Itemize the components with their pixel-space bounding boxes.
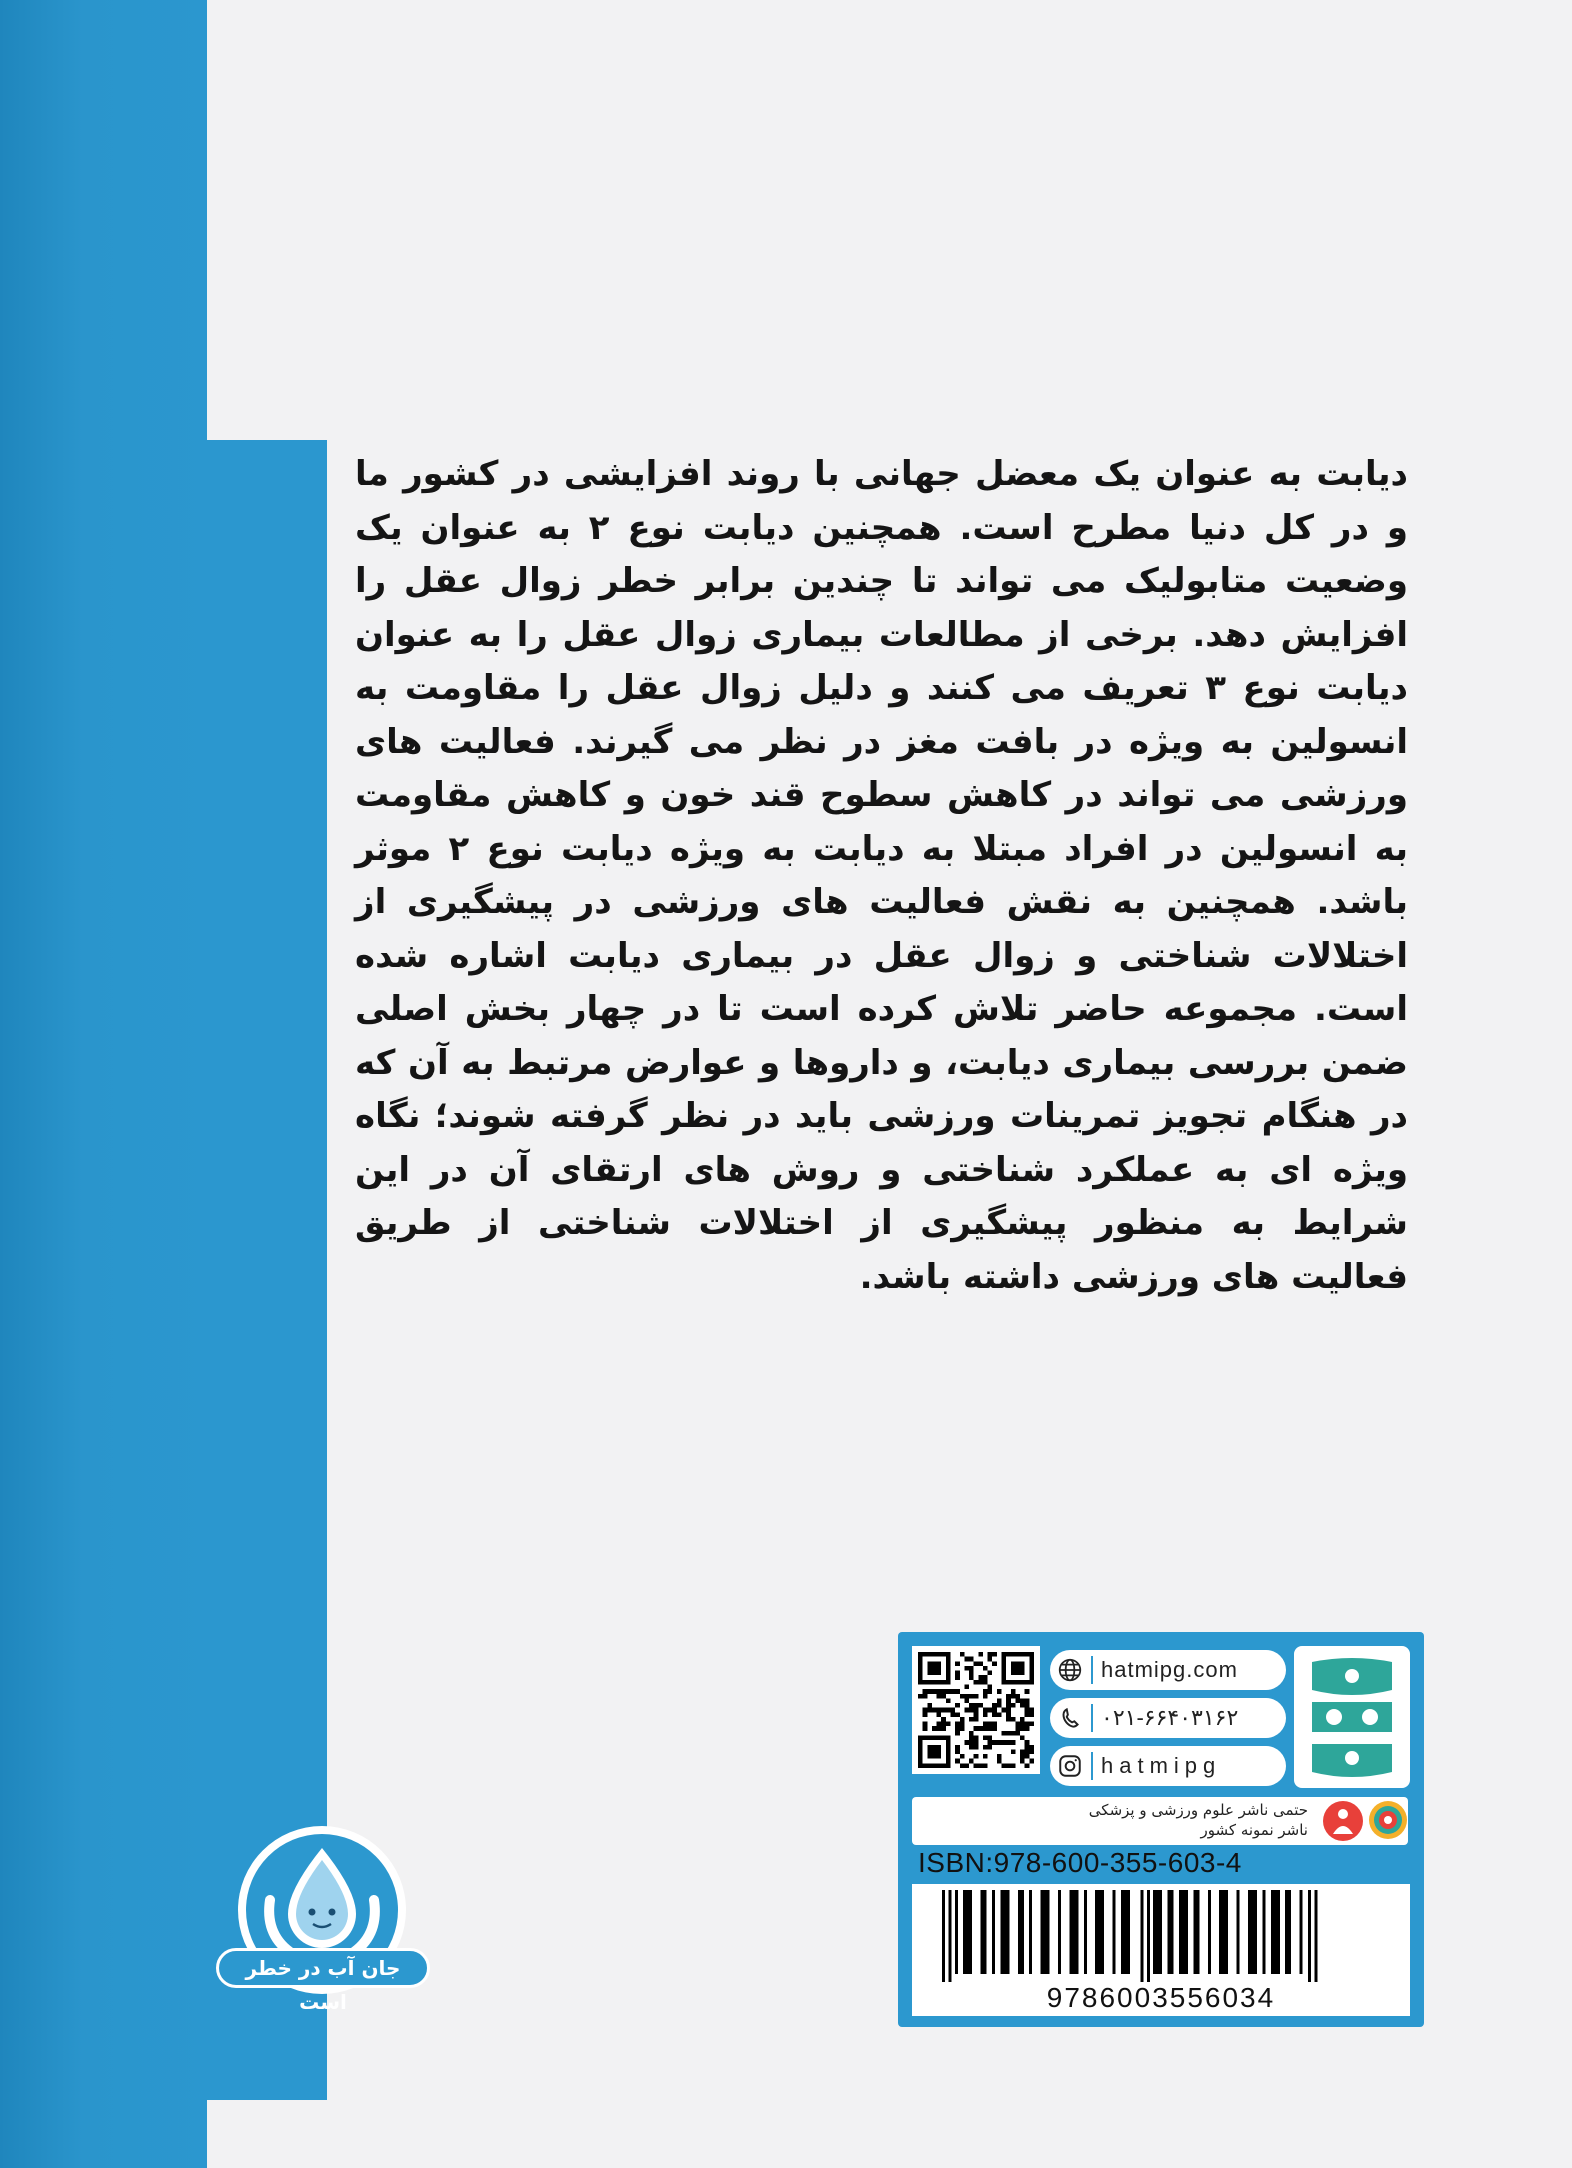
website-pill <box>1050 1650 1286 1690</box>
cover-spine-band <box>0 0 207 2168</box>
publisher-box <box>898 1632 1424 2027</box>
barcode-number: 9786003556034 <box>1046 1982 1276 2013</box>
publisher-award: ناشر نمونه کشور <box>1200 1821 1308 1839</box>
instagram-text: hatmipg <box>1101 1753 1222 1778</box>
publisher-tagline: حتمی ناشر علوم ورزشی و پزشکی <box>1088 1801 1308 1819</box>
phone-pill <box>1050 1698 1286 1738</box>
qr-code <box>912 1646 1040 1774</box>
publisher-logo <box>1294 1646 1410 1788</box>
rosette-badge-icon <box>1368 1800 1408 1840</box>
website-text: hatmipg.com <box>1101 1657 1238 1682</box>
phone-text: ۰۲۱-۶۶۴۰۳۱۶۲ <box>1101 1705 1239 1730</box>
award-badge-icon <box>1322 1800 1364 1842</box>
barcode <box>912 1884 1410 2016</box>
back-cover-blurb: دیابت به عنوان یک معضل جهانی با روند افزایشی در کشور ما و در کل دنیا مطرح است. همچنین دیابت نوع ۲ به عنوان یک وضعیت متابولیک می تواند تا چندین برابر خطر زوال عقل را افزایش دهد. برخی از مطالعات بیماری زوال عقل را به عنوان دیابت نوع ۳ تعریف می کنند و دلیل زوال عقل را مقاومت به انسولین به ویژه در بافت مغز در نظر می گیرند. فعالیت های ورزشی می تواند در کاهش سطوح قند خون و کاهش مقاومت به انسولین در افراد مبتلا به دیابت به ویژه دیابت نوع ۲ موثر باشد. همچنین به نقش فعالیت های ورزشی در پیشگیری از اختلالات شناختی و زوال عقل در بیماری دیابت اشاره شده است. مجموعه حاضر تلاش کرده است تا در چهار بخش اصلی ضمن بررسی بیماری دیابت، و داروها و عوارض مرتبط به آن که در هنگام تجویز تمرینات ورزشی باید در نظر گرفته شوند؛ نگاه ویژه ای به عملکرد شناختی و روش های ارتقای آن در این شرایط به منظور پیشگیری از اختلالات شناختی از طریق فعالیت های ورزشی داشته باشد. <box>355 454 1409 1297</box>
water-badge-label: جان آب در خطر است <box>216 1948 430 1988</box>
isbn-text: ISBN:978-600-355-603-4 <box>918 1847 1242 1878</box>
globe-icon <box>1053 1653 1087 1687</box>
phone-icon <box>1053 1701 1087 1735</box>
instagram-pill <box>1050 1746 1286 1786</box>
instagram-icon <box>1053 1749 1087 1783</box>
publisher-tagline-strip <box>912 1797 1408 1845</box>
